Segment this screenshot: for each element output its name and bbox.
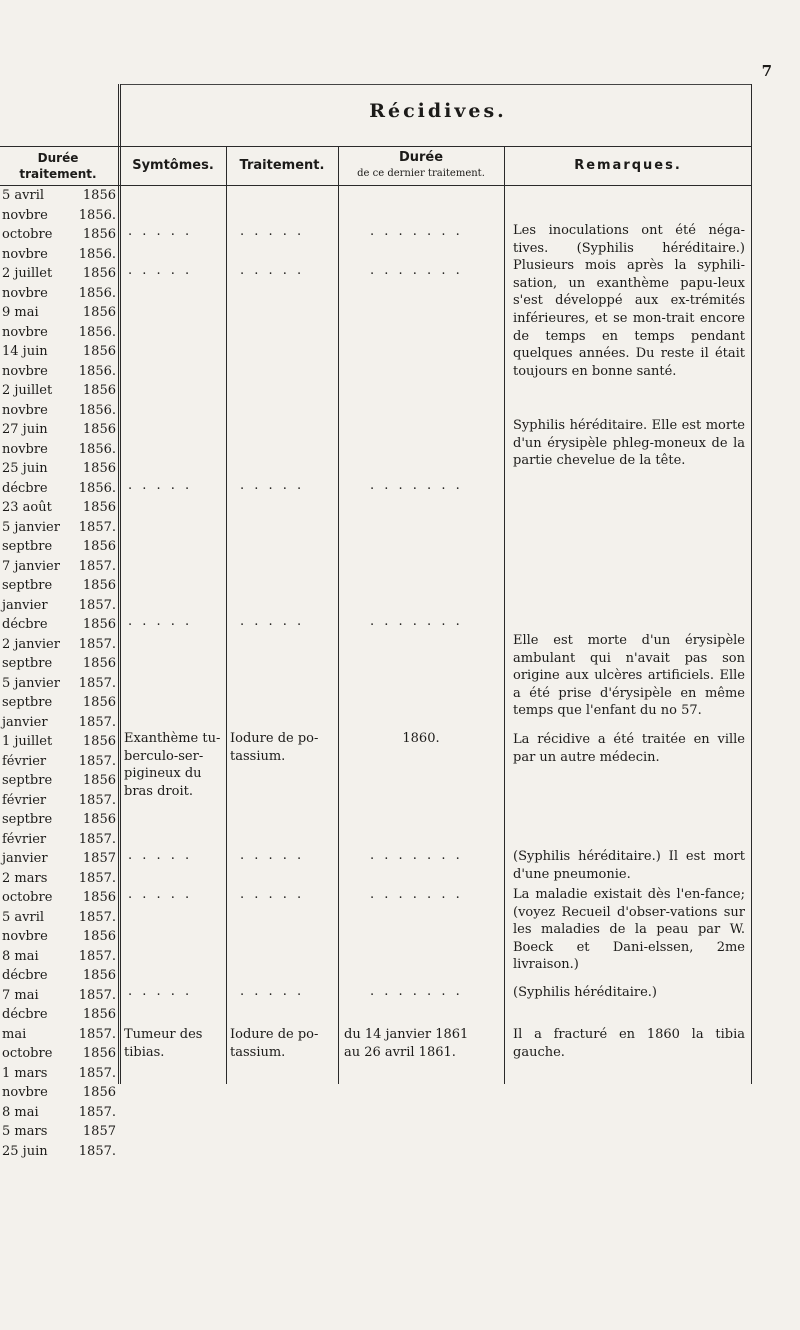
date-row [0, 537, 116, 557]
date-row [0, 888, 116, 908]
remark-text: La maladie existait dès l'en-fance; (voyez Recueil d'obser-vations sur les maladies de la peau par W. Boeck et Dani-elssen, 2me livraison.) [513, 887, 745, 973]
date-row [0, 186, 116, 206]
date-row [0, 576, 116, 596]
date-label: novbre [2, 929, 48, 944]
date-label: février [2, 753, 47, 769]
date-label: octobre [2, 890, 53, 905]
date-row [0, 791, 116, 811]
date-row [0, 615, 116, 635]
date-year: 1856 [82, 461, 116, 476]
date-label: janvier [2, 714, 48, 730]
date-label: novbre [2, 363, 48, 379]
dots-symptomes-1: . . . . . [128, 224, 193, 239]
dots-duree-7: . . . . . . . [370, 984, 463, 999]
header-traitement: Traitement. [239, 158, 325, 173]
date-label: 5 avril [2, 909, 45, 925]
date-label: septbre [2, 656, 53, 671]
date-row [0, 732, 116, 752]
date-label: janvier [2, 851, 48, 866]
remark-text: Il a fracturé en 1860 la tibia gauche. [513, 1027, 745, 1060]
entry-symptomes: Exanthème tu-berculo-ser-pigineux du bras droit. [124, 731, 221, 799]
top-rule [120, 84, 752, 85]
date-year: 1856 [82, 1007, 116, 1022]
header-duree-sub: de ce dernier traitement. [357, 168, 485, 179]
date-year: 1856 [82, 266, 116, 281]
date-label: 5 mars [2, 1124, 48, 1139]
date-year: 1856. [78, 480, 116, 496]
remark-text: Elle est morte d'un érysipèle ambulant qui n'avait pas son origine aux ulcères artificiels. Elle a été prise d'érysipèle en même temps que l'enfant du no 57. [513, 633, 745, 719]
date-label: 27 juin [2, 422, 48, 437]
dots-traitement-5: . . . . . [240, 848, 305, 863]
header-remarques: Remarques. [574, 158, 682, 173]
date-year: 1857. [78, 1104, 116, 1120]
date-row [0, 1064, 116, 1084]
date-label: 2 juillet [2, 266, 53, 281]
dates-column [0, 186, 116, 1161]
date-year: 1856. [78, 207, 116, 223]
remark-text: La récidive a été traitée en ville par un autre médecin. [513, 732, 745, 765]
date-year: 1857. [78, 1143, 116, 1159]
date-year: 1856. [78, 324, 116, 340]
date-label: novbre [2, 324, 48, 340]
dots-duree-4: . . . . . . . [370, 614, 463, 629]
date-row [0, 245, 116, 265]
date-year: 1856 [82, 1085, 116, 1100]
section-title: Récidives. [369, 100, 507, 122]
remark-text: (Syphilis héréditaire.) Il est mort d'une pneumonie. [513, 849, 745, 882]
date-row [0, 1122, 116, 1142]
date-row [0, 479, 116, 499]
date-year: 1857 [82, 1124, 116, 1139]
dots-traitement-7: . . . . . [240, 984, 305, 999]
date-year: 1856 [82, 539, 116, 554]
date-label: novbre [2, 285, 48, 301]
dots-traitement-4: . . . . . [240, 614, 305, 629]
date-row [0, 1083, 116, 1103]
entry-traitement: Iodure de po-tassium. [230, 1027, 319, 1060]
date-row [0, 498, 116, 518]
date-row [0, 401, 116, 421]
dots-symptomes-7: . . . . . [128, 984, 193, 999]
grid-line [338, 146, 339, 1084]
date-row [0, 1005, 116, 1025]
date-year: 1856. [78, 285, 116, 301]
dots-traitement-1: . . . . . [240, 224, 305, 239]
date-label: décbre [2, 617, 48, 632]
date-label: novbre [2, 441, 48, 457]
date-year: 1856 [82, 383, 116, 398]
date-year: 1857. [78, 636, 116, 652]
date-label: 9 mai [2, 305, 39, 320]
header-symptomes: Symtômes. [132, 158, 214, 173]
remark-text: Syphilis héréditaire. Elle est morte d'un érysipèle phleg-moneux de la partie chevelue de la tête. [513, 418, 745, 469]
date-row [0, 1103, 116, 1123]
date-year: 1857. [78, 948, 116, 964]
date-year: 1857. [78, 987, 116, 1003]
dots-duree-5: . . . . . . . [370, 848, 463, 863]
date-year: 1856 [82, 773, 116, 788]
date-row [0, 986, 116, 1006]
date-year: 1857. [78, 909, 116, 925]
date-label: 8 mai [2, 1104, 39, 1120]
date-label: octobre [2, 1046, 53, 1061]
date-label: septbre [2, 578, 53, 593]
date-year: 1856 [82, 734, 116, 749]
date-row [0, 693, 116, 713]
date-row [0, 947, 116, 967]
date-row [0, 1025, 116, 1045]
date-year: 1856 [82, 656, 116, 671]
entry-duree-line: au 26 avril 1861. [344, 1045, 456, 1060]
date-label: décbre [2, 1007, 48, 1022]
dots-traitement-2: . . . . . [240, 263, 305, 278]
entry-duree: 1860. [402, 731, 440, 746]
date-row [0, 342, 116, 362]
entry-traitement: Iodure de po-tassium. [230, 731, 319, 764]
date-label: septbre [2, 695, 53, 710]
grid-line [118, 84, 119, 1084]
date-label: novbre [2, 402, 48, 418]
date-year: 1857 [82, 851, 116, 866]
date-row [0, 440, 116, 460]
date-label: septbre [2, 812, 53, 827]
date-year: 1856 [82, 305, 116, 320]
date-year: 1857. [78, 753, 116, 769]
date-year: 1857. [78, 1065, 116, 1081]
date-row [0, 284, 116, 304]
date-row [0, 927, 116, 947]
dots-symptomes-6: . . . . . [128, 887, 193, 902]
date-row [0, 596, 116, 616]
date-year: 1857. [78, 1026, 116, 1042]
date-row [0, 303, 116, 323]
date-year: 1857. [78, 714, 116, 730]
date-label: 2 juillet [2, 383, 53, 398]
date-label: 25 juin [2, 1143, 48, 1159]
header-duree-main: Durée [398, 150, 444, 165]
date-label: novbre [2, 246, 48, 262]
date-row [0, 654, 116, 674]
date-label: février [2, 792, 47, 808]
date-label: 5 avril [2, 188, 45, 203]
date-label: mai [2, 1026, 27, 1042]
date-label: décbre [2, 968, 48, 983]
dots-symptomes-2: . . . . . [128, 263, 193, 278]
date-row [0, 264, 116, 284]
date-label: 5 janvier [2, 519, 60, 535]
date-year: 1857. [78, 558, 116, 574]
date-row [0, 810, 116, 830]
date-row [0, 381, 116, 401]
date-year: 1856 [82, 1046, 116, 1061]
date-row [0, 459, 116, 479]
date-row [0, 557, 116, 577]
date-label: septbre [2, 773, 53, 788]
date-year: 1856 [82, 422, 116, 437]
remark-text: Les inoculations ont été néga-tives. (Syphilis héréditaire.) Plusieurs mois après la syphili-sation, un exanthème papu-leux s'est développé aux ex-trémités inférieures, et se mon-trait encore de temps en temps pendant quelques années. Du reste il était toujours en bonne santé. [513, 223, 745, 379]
date-year: 1856 [82, 500, 116, 515]
date-year: 1856 [82, 929, 116, 944]
dots-duree-2: . . . . . . . [370, 263, 463, 278]
date-year: 1857. [78, 792, 116, 808]
date-year: 1856 [82, 227, 116, 242]
date-year: 1856 [82, 968, 116, 983]
date-year: 1856. [78, 441, 116, 457]
date-label: 2 mars [2, 870, 48, 886]
date-year: 1856 [82, 812, 116, 827]
date-row [0, 869, 116, 889]
date-year: 1856 [82, 344, 116, 359]
date-row [0, 420, 116, 440]
date-label: novbre [2, 207, 48, 223]
date-label: octobre [2, 227, 53, 242]
date-label: 7 janvier [2, 558, 60, 574]
date-label: 25 juin [2, 461, 48, 476]
date-year: 1856. [78, 402, 116, 418]
date-label: 14 juin [2, 344, 48, 359]
date-year: 1857. [78, 597, 116, 613]
date-row [0, 830, 116, 850]
date-year: 1857. [78, 870, 116, 886]
dots-symptomes-3: . . . . . [128, 478, 193, 493]
date-year: 1856. [78, 246, 116, 262]
entry-duree-line: du 14 janvier 1861 [344, 1027, 469, 1042]
date-row [0, 966, 116, 986]
date-label: 1 juillet [2, 734, 53, 749]
date-row [0, 206, 116, 226]
date-label: 1 mars [2, 1065, 48, 1081]
date-row [0, 1142, 116, 1162]
date-row [0, 713, 116, 733]
remark-text: (Syphilis héréditaire.) [513, 985, 657, 1000]
dots-traitement-3: . . . . . [240, 478, 305, 493]
dots-duree-3: . . . . . . . [370, 478, 463, 493]
dots-duree-1: . . . . . . . [370, 224, 463, 239]
dots-traitement-6: . . . . . [240, 887, 305, 902]
date-year: 1856 [82, 188, 116, 203]
date-label: novbre [2, 1085, 48, 1100]
date-row [0, 752, 116, 772]
entry-symptomes: Tumeur des tibias. [124, 1027, 203, 1060]
header-duree-traitement [0, 150, 116, 182]
date-row [0, 362, 116, 382]
date-row [0, 225, 116, 245]
grid-line [0, 146, 751, 147]
page-number: 7 [761, 62, 772, 80]
date-row [0, 518, 116, 538]
date-label: 7 mai [2, 987, 39, 1003]
date-row [0, 849, 116, 869]
date-year: 1856. [78, 363, 116, 379]
date-year: 1857. [78, 675, 116, 691]
date-label: 5 janvier [2, 675, 60, 691]
date-label: 23 août [2, 500, 52, 515]
date-year: 1857. [78, 519, 116, 535]
date-label: décbre [2, 480, 48, 496]
header-duree-dernier [339, 150, 503, 182]
dots-symptomes-5: . . . . . [128, 848, 193, 863]
date-label: 2 janvier [2, 636, 60, 652]
grid-line [504, 146, 505, 1084]
date-label: septbre [2, 539, 53, 554]
date-row [0, 908, 116, 928]
date-year: 1856 [82, 578, 116, 593]
date-label: février [2, 831, 47, 847]
date-row [0, 635, 116, 655]
date-year: 1856 [82, 617, 116, 632]
grid-line [226, 146, 227, 1084]
grid-line [120, 84, 121, 1084]
date-label: 8 mai [2, 948, 39, 964]
dots-duree-6: . . . . . . . [370, 887, 463, 902]
date-year: 1857. [78, 831, 116, 847]
date-year: 1856 [82, 890, 116, 905]
date-row [0, 323, 116, 343]
date-label: janvier [2, 597, 48, 613]
date-row [0, 674, 116, 694]
header-duree-traitement-label: Durée traitement. [19, 151, 97, 181]
date-row [0, 1044, 116, 1064]
dots-symptomes-4: . . . . . [128, 614, 193, 629]
date-row [0, 771, 116, 791]
date-year: 1856 [82, 695, 116, 710]
grid-line [751, 84, 752, 1084]
